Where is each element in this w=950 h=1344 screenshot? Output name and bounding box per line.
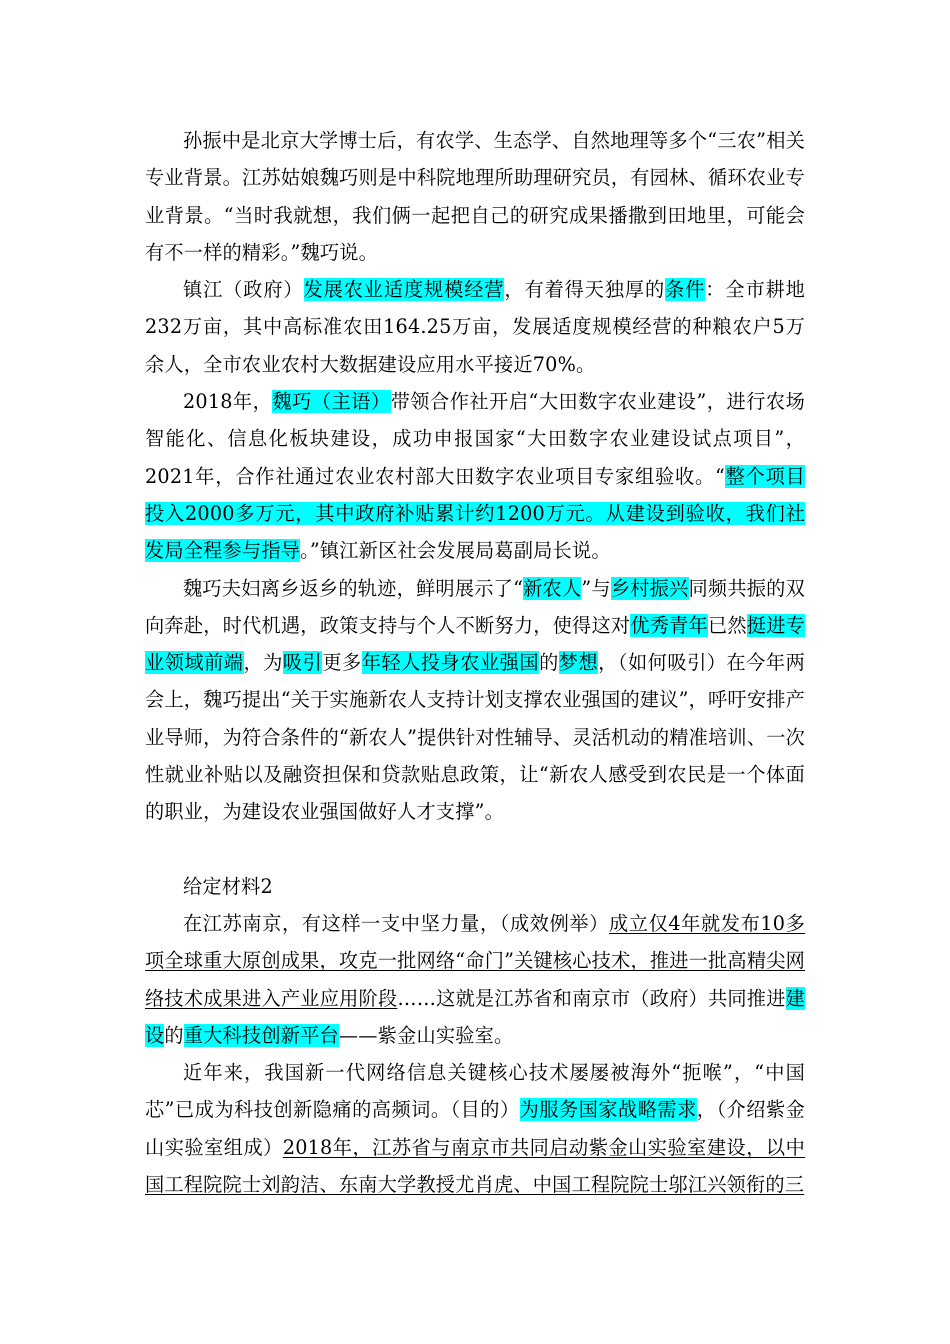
underlined-phrase: 成立仅4年就发布10多项全球重大原创成果，攻克一批网络“命门”关键核心技术，推进一批高精尖网络技术成果进入产业应用阶段 xyxy=(145,911,805,1010)
text-run: 带领合作社开启“大田数字农业建设”，进行农场智能化、信息化板块建设，成功申报国家“大田数字农业建设试点项目”，2021年，合作社通过农业农村部大田数字农业项目专家组验收。“ xyxy=(145,390,806,488)
paragraph xyxy=(145,868,805,905)
text-run: 的 xyxy=(164,1023,184,1047)
highlighted-phrase: 挺进专业领域前端 xyxy=(145,613,805,675)
highlighted-phrase: 年轻人投身农业强国 xyxy=(361,651,540,675)
highlighted-phrase: 乡村振兴 xyxy=(610,576,689,600)
highlighted-phrase: 发展农业适度规模经营 xyxy=(303,278,505,302)
text-run: ——紫金山实验室。 xyxy=(338,1023,514,1047)
text-run: 2018年， xyxy=(183,390,273,414)
underlined-phrase: 2018年，江苏省与南京市共同启动紫金山实验室建设，以中国工程院院士刘韵洁、东南大学教授尤肖虎、中国工程院院士邬江兴领衔的三 xyxy=(145,1135,805,1197)
text-run: ：全市耕地232万亩，其中高标准农田164.25万亩，发展适度规模经营的种粮农户5万余人，全市农业农村大数据建设应用水平接近70%。 xyxy=(145,278,806,376)
text-run: 更多 xyxy=(322,651,362,675)
highlighted-phrase: 魏巧（主语） xyxy=(272,390,391,414)
highlighted-phrase: 条件 xyxy=(665,278,706,302)
text-run: 同频共振的双向奔赴，时代机遇，政策支持与个人不断努力，使得这对 xyxy=(145,576,805,637)
paragraph xyxy=(145,1054,805,1203)
document-body xyxy=(145,122,805,1203)
text-run: ，（如何吸引）在今年两会上，魏巧提出“关于实施新农人支持计划支撑农业强国的建议”，呼吁安排产业导师，为符合条件的“新农人”提供针对性辅导、灵活机动的精准培训、一次性就业补贴以及融资担保和贷款贴息政策，让“新农人感受到农民是一个体面的职业，为建设农业强国做好人才支撑”。 xyxy=(145,651,805,824)
paragraph xyxy=(145,570,805,831)
text-run: ，（介绍紫金山实验室组成） xyxy=(145,1098,805,1159)
text-run: ，为 xyxy=(243,651,283,675)
paragraph-gap xyxy=(145,831,805,868)
text-run: 已然 xyxy=(707,613,747,637)
highlighted-phrase: 整个项目投入2000多万元，其中政府补贴累计约1200万元。从建设到验收，我们社发局全程参与指导 xyxy=(145,464,805,563)
paragraph xyxy=(145,905,805,1054)
text-run: ”与 xyxy=(581,576,611,600)
highlighted-phrase: 新农人 xyxy=(523,576,582,600)
text-run: 魏巧夫妇离乡返乡的轨迹，鲜明展示了“ xyxy=(183,576,524,600)
text-run: 孙振中是北京大学博士后，有农学、生态学、自然地理等多个“三农”相关专业背景。江苏姑娘魏巧则是中科院地理所助理研究员，有园林、循环农业专业背景。“当时我就想，我们俩一起把自己的研究成果播撒到田地里，可能会有不一样的精彩。”魏巧说。 xyxy=(145,129,805,264)
highlighted-phrase: 优秀青年 xyxy=(630,613,708,637)
text-run: 给定材料2 xyxy=(183,874,273,898)
text-run: 的 xyxy=(539,651,559,675)
highlighted-phrase: 重大科技创新平台 xyxy=(183,1023,339,1047)
paragraph xyxy=(145,383,805,569)
paragraph xyxy=(145,271,805,383)
highlighted-phrase: 为服务国家战略需求 xyxy=(519,1098,697,1122)
paragraph xyxy=(145,122,805,271)
highlighted-phrase: 建设 xyxy=(145,986,805,1047)
highlighted-phrase: 梦想 xyxy=(558,651,599,675)
text-run: ……这就是江苏省和南京市（政府）共同推进 xyxy=(397,986,786,1010)
highlighted-phrase: 吸引 xyxy=(282,651,323,675)
text-run: 在江苏南京，有这样一支中坚力量，（成效例举） xyxy=(183,911,609,935)
text-run: 近年来，我国新一代网络信息关键核心技术屡屡被海外“扼喉”，“中国芯”已成为科技创新隐痛的高频词。（目的） xyxy=(145,1061,805,1122)
text-run: 。”镇江新区社会发展局葛副局长说。 xyxy=(300,539,611,563)
text-run: ，有着得天独厚的 xyxy=(504,278,666,302)
text-run: 镇江（政府） xyxy=(183,278,304,302)
